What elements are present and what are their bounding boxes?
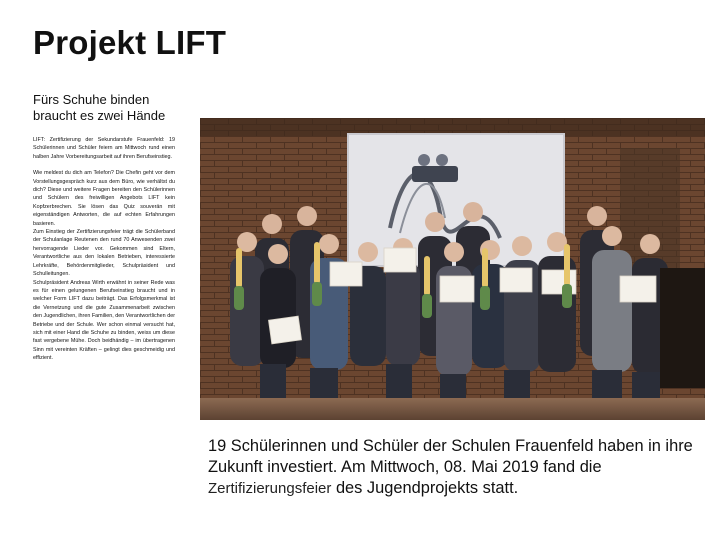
caption-text: des Jugendprojekts statt.: [331, 479, 519, 497]
article-body: [33, 136, 175, 363]
caption-text: 19 Schülerinnen und Schüler der Schulen Frauenfeld haben in ihre Zukunft investiert. Am Mittwoch, 08. Mai 2019 fand die: [208, 437, 693, 476]
photo-caption: [208, 436, 703, 499]
article-subtitle: Fürs Schuhe binden braucht es zwei Hände: [33, 92, 166, 123]
caption-text-small: Zertifizierungsfeier: [208, 480, 332, 497]
page-title: Projekt LIFT: [33, 24, 227, 61]
article-paragraph: Zum Einstieg der Zertifizierungsfeier trägt die Schülerband der Schulanlage Reutenen den rund 70 Anwesenden zwei hervorragende Lieder vor. Gekommen sind Eltern, Verantwortliche aus den lokalen Betrieben, interessierte Lehrkräfte, Behördenmitglieder, Schulpräsident und Schulleitungen.: [33, 229, 175, 278]
article-paragraph: Wie meldest du dich am Telefon? Die Chefin geht vor dem Vorstellungsgespräch kurz aus dem Büro, wie verhältst du dich? Diese und weitere Fragen bereiten den Schülerinnen und Schülern des freiwilligen Angebots LIFT kein Kopfzerbrechen. Sie lösen das Quiz souverän mit eigenständigen Antworten, die auf echten Erfahrungen basieren.: [33, 170, 175, 227]
group-photo: [200, 118, 705, 420]
article-paragraph-intro: LIFT: Zertifizierung der Sekundarstufe Frauenfeld: 19 Schülerinnen und Schüler feiern am Mittwoch rund einen halben Jahre Vorbereitungsarbeit auf ihren Berufseinstieg.: [33, 137, 175, 160]
article-paragraph: Schulpräsident Andreas Wirth erwähnt in seiner Rede was es für einen gelungenen Berufseinstieg braucht und in welcher Form LIFT dazu beiträgt. Das Erfolgsmerkmal ist die Vernetzung und die gute Zusammenarbeit zwischen den Jugendlichen, ihren Familien, den Verantwortlichen der Betriebe und der Schule. Wer schon einmal versucht hat, sich mit einer Hand die Schuhe zu binden, weiss um diese fast vergebene Mühe. Doch beidhändig – im übertragenen Sinn mit vereinten Kräften – gelingt dies geschmeidig und effizient.: [33, 279, 175, 362]
